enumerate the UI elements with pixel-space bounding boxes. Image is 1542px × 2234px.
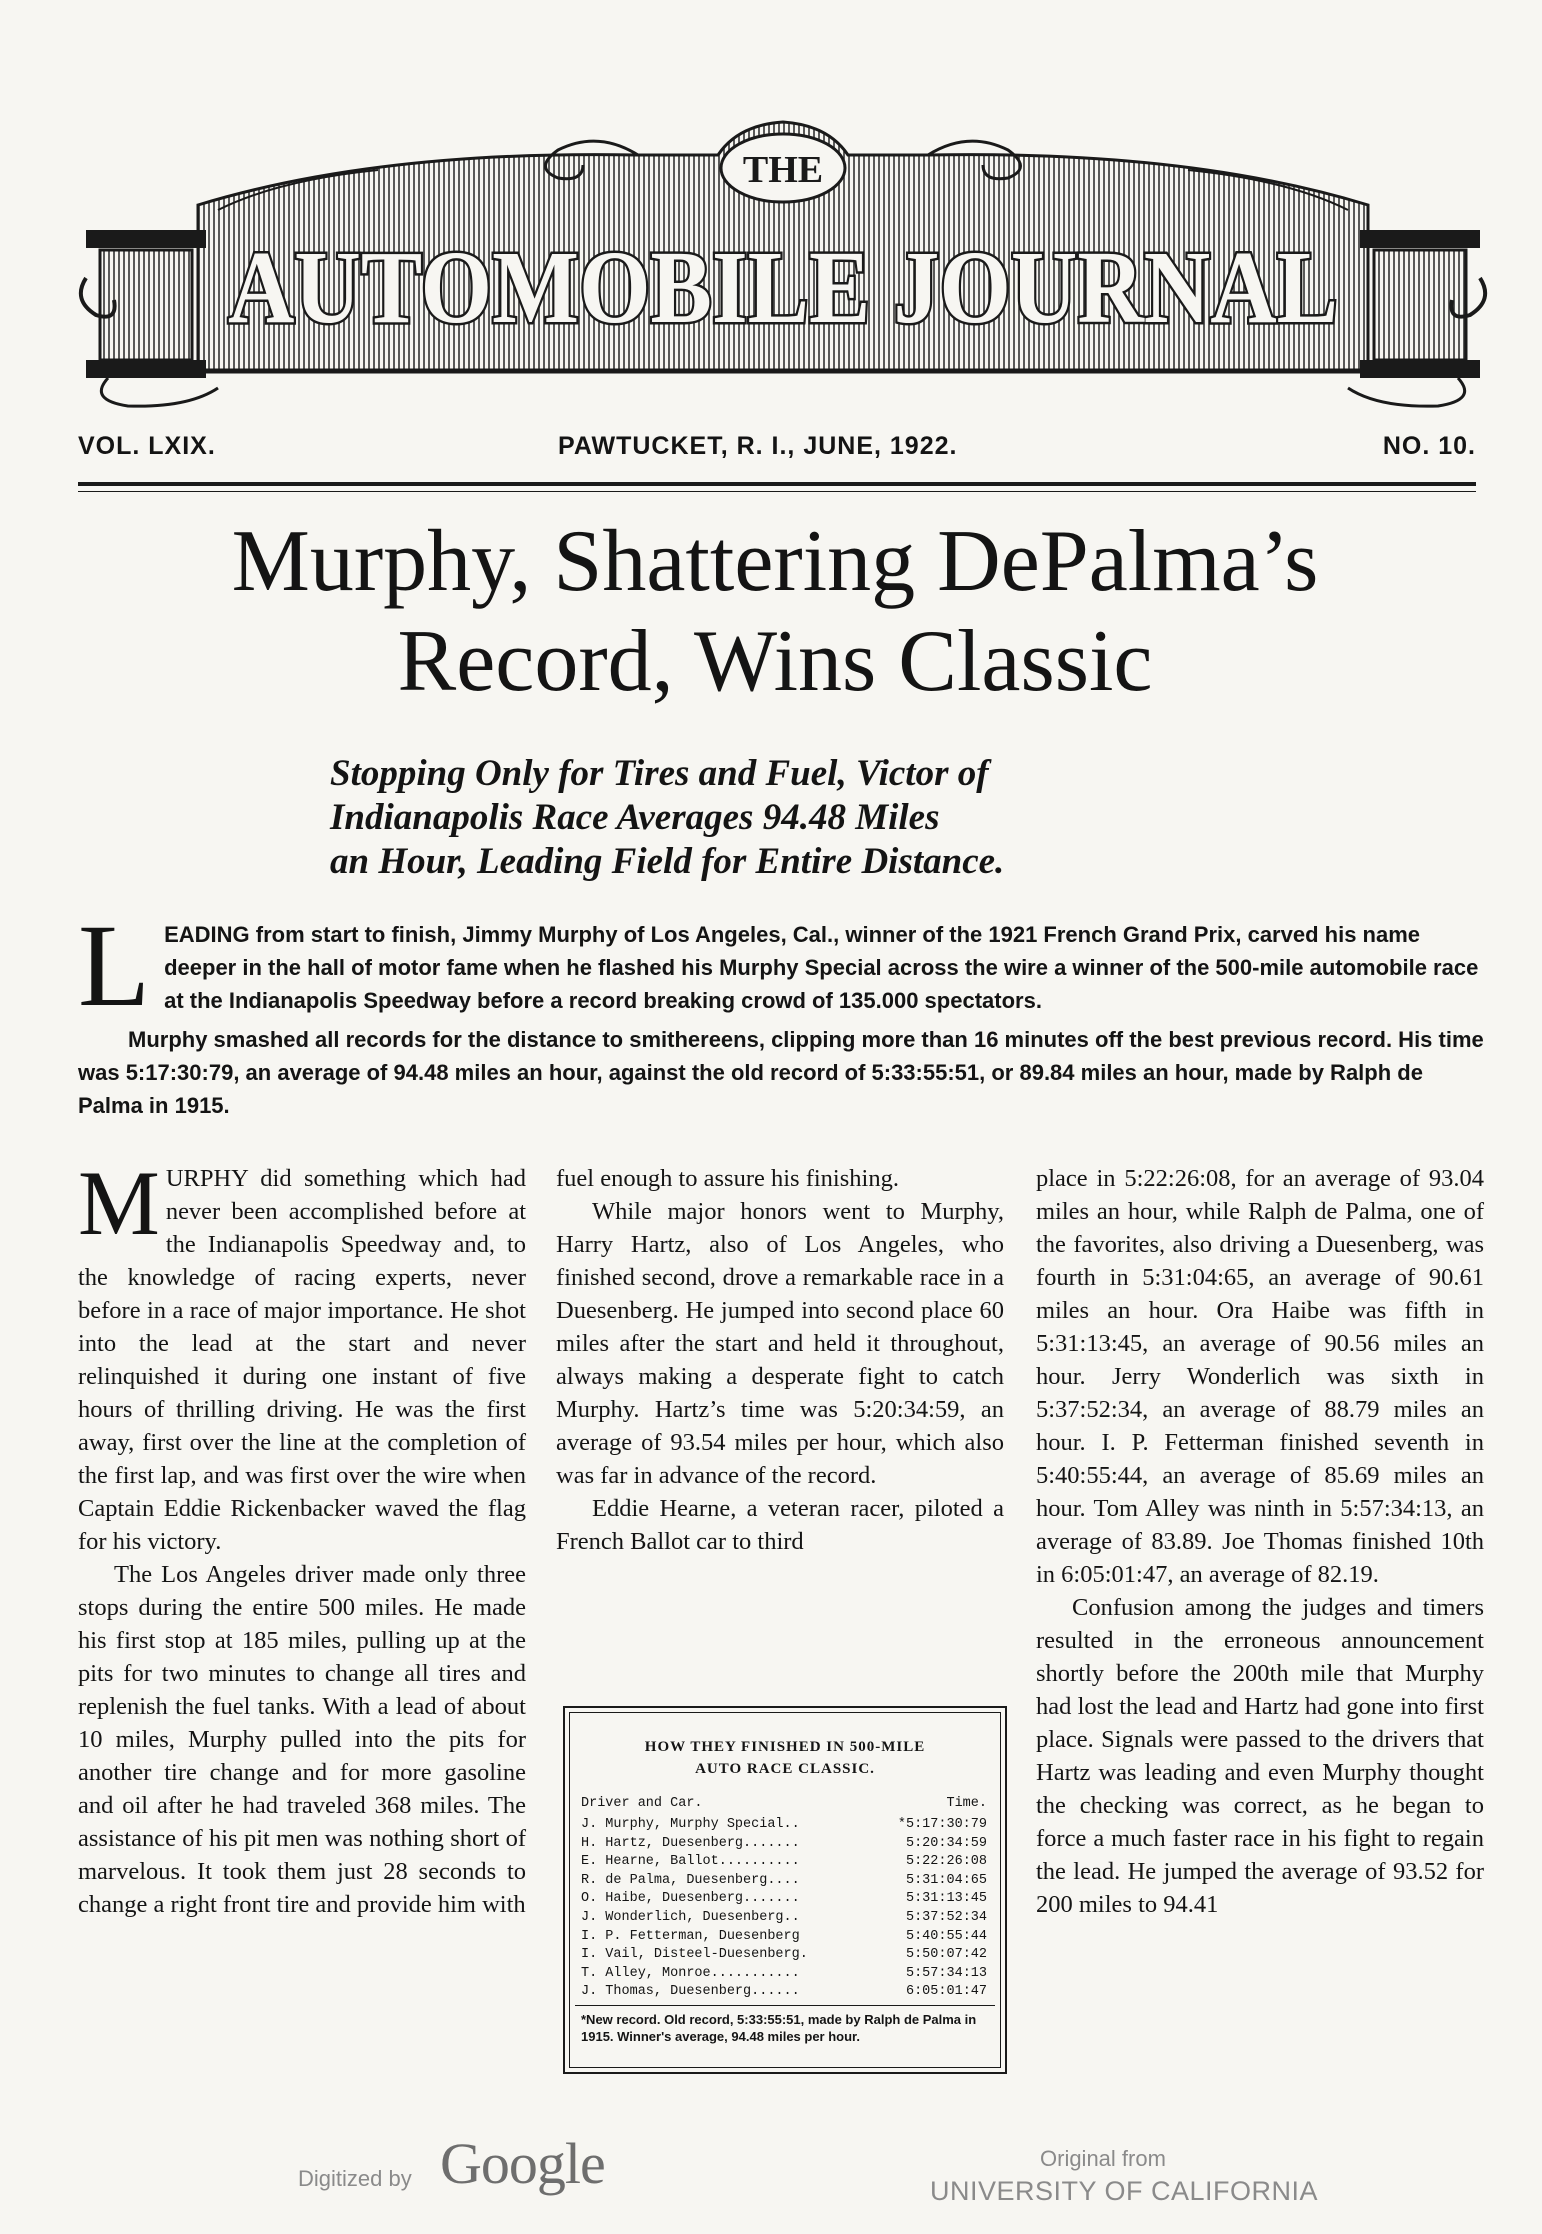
result-driver: R. de Palma, Duesenberg.... bbox=[581, 1872, 800, 1888]
result-time: *5:17:30:79 bbox=[897, 1817, 987, 1832]
lead-paragraph-2: Murphy smashed all records for the distance to smithereens, clipping more than 16 minutes off the best previous record. His time was 5:17:30:79, an average of 94.48 miles an hour, against the old record of 5:33:55:51, or 89.84 miles an hour, made by Ralph de Palma in 1915. bbox=[78, 1027, 1484, 1118]
masthead bbox=[78, 110, 1488, 410]
column-2-paragraph-1: fuel enough to assure his finishing. bbox=[556, 1165, 899, 1192]
results-separator bbox=[575, 2005, 995, 2006]
column-2-paragraph-2: While major honors went to Murphy, Harry Hartz, also of Los Angeles, who finished second, drove a remarkable race in a Duesenberg. He jumped into second place 60 miles after the start and held it throughout, always making a desperate fight to catch Murphy. Hartz’s time was 5:20:34:59, an average of 93.54 miles per hour, which also was far in advance of the record. bbox=[556, 1198, 1004, 1489]
dateline bbox=[78, 432, 1476, 472]
divider-thin bbox=[78, 491, 1476, 492]
subhead-line-1: Stopping Only for Tires and Fuel, Victor of bbox=[330, 753, 989, 794]
column-1-paragraph-1-text: URPHY did something which had never been accomplished before at the Indianapolis Speedway and, to the knowledge of racing experts, never before in a race of major importance. He shot into the lead at the start and never relinquished it during one instant of five hours of thrilling driving. He was the first away, first over the line at the completion of the first lap, and was first over the wire when Captain Eddie Rickenbacker waved the flag for his victory. bbox=[78, 1165, 526, 1555]
table-row bbox=[581, 1872, 987, 1891]
result-time: 5:57:34:13 bbox=[905, 1965, 987, 1981]
table-row bbox=[581, 1890, 987, 1909]
result-time: 5:31:04:65 bbox=[905, 1872, 987, 1888]
lead-dropcap: L bbox=[78, 900, 151, 1031]
original-from-label: Original from bbox=[1040, 2146, 1166, 2171]
table-row bbox=[581, 1965, 987, 1984]
lead-paragraph-1 bbox=[78, 900, 1486, 1031]
result-time: 5:31:13:45 bbox=[905, 1891, 987, 1907]
results-title bbox=[565, 1736, 1005, 1780]
lead-section bbox=[78, 900, 1486, 1122]
article-column-1 bbox=[78, 1152, 526, 1921]
volume-label: VOL. LXIX. bbox=[78, 432, 216, 460]
table-row bbox=[581, 1853, 987, 1872]
table-row bbox=[581, 1909, 987, 1928]
results-note: *New record. Old record, 5:33:55:51, made by Ralph de Palma in 1915. Winner's average, 94.48 miles per hour. bbox=[581, 2012, 977, 2044]
column-1-paragraph-1 bbox=[78, 1152, 526, 1558]
result-driver: O. Haibe, Duesenberg....... bbox=[581, 1891, 800, 1907]
column-3-paragraph-2: Confusion among the judges and timers resulted in the erroneous announcement shortly before the 200th mile that Murphy had lost the lead and Hartz had gone into first place. Signals were passed to the drivers that Hartz was leading and even Murphy thought the checking was correct, as he began to force a much faster race in his fight to regain the lead. He jumped the average of 93.52 for 200 miles to 94.41 bbox=[1036, 1594, 1484, 1918]
header-time: Time. bbox=[946, 1796, 987, 1811]
place-date: PAWTUCKET, R. I., JUNE, 1922. bbox=[558, 432, 958, 460]
result-time: 5:37:52:34 bbox=[905, 1909, 987, 1925]
result-driver: J. Murphy, Murphy Special.. bbox=[581, 1817, 800, 1832]
results-header bbox=[581, 1796, 987, 1811]
result-driver: I. P. Fetterman, Duesenberg bbox=[581, 1928, 800, 1944]
divider-thick bbox=[78, 482, 1476, 486]
results-table bbox=[563, 1706, 1007, 2074]
table-row bbox=[581, 1928, 987, 1947]
subhead-line-2: Indianapolis Race Averages 94.48 Miles bbox=[330, 797, 940, 838]
result-driver: T. Alley, Monroe........... bbox=[581, 1965, 800, 1981]
result-driver: J. Wonderlich, Duesenberg.. bbox=[581, 1909, 800, 1925]
table-row bbox=[581, 1816, 987, 1835]
table-row bbox=[581, 1835, 987, 1854]
headline-line-1: Murphy, Shattering DePalma’s bbox=[231, 513, 1319, 610]
column-1-paragraph-2: The Los Angeles driver made only three stops during the entire 500 miles. He made his first stop at 185 miles, pulling up at the pits for two minutes to change all tires and replenish the fuel tanks. With a lead of about 10 miles, Murphy pulled into the pits for another tire change and for more gasoline and oil after he had traveled 368 miles. The assistance of his pit men was nothing short of marvelous. It took them just 28 seconds to change a right front tire and provide him with bbox=[78, 1561, 526, 1918]
column-dropcap: M bbox=[78, 1152, 160, 1254]
subheadline bbox=[330, 752, 1230, 884]
result-driver: H. Hartz, Duesenberg....... bbox=[581, 1835, 800, 1851]
column-3-paragraph-1: place in 5:22:26:08, for an average of 93.04 miles an hour, while Ralph de Palma, one of the favorites, also driving a Duesenberg, was fourth in 5:31:04:65, an average of 90.61 miles an hour. Ora Haibe was fifth in 5:31:13:45, an average of 90.56 miles an hour. Jerry Wonderlich was sixth in 5:37:52:34, an average of 88.79 miles an hour. I. P. Fetterman finished seventh in 5:40:55:44, an average of 85.69 miles an hour. Tom Alley was ninth in 5:57:34:13, an average of 83.89. Joe Thomas finished 10th in 6:05:01:47, an average of 82.19. bbox=[1036, 1165, 1484, 1588]
header-driver: Driver and Car. bbox=[581, 1796, 703, 1811]
masthead-logo bbox=[78, 110, 1488, 410]
masthead-title: AUTOMOBILE JOURNAL bbox=[228, 230, 1338, 345]
university-label: UNIVERSITY OF CALIFORNIA bbox=[930, 2176, 1319, 2206]
table-row bbox=[581, 1946, 987, 1965]
result-time: 5:40:55:44 bbox=[905, 1928, 987, 1944]
results-rows bbox=[581, 1816, 987, 2002]
subhead-line-3: an Hour, Leading Field for Entire Distance. bbox=[330, 841, 1005, 882]
result-time: 5:50:07:42 bbox=[905, 1947, 987, 1963]
result-time: 6:05:01:47 bbox=[905, 1984, 987, 2000]
article-column-3 bbox=[1036, 1162, 1484, 1921]
headline bbox=[60, 512, 1490, 712]
issue-number: NO. 10. bbox=[1382, 432, 1476, 460]
result-driver: J. Thomas, Duesenberg...... bbox=[581, 1984, 800, 2000]
results-title-line-1: HOW THEY FINISHED IN 500-MILE bbox=[644, 1739, 926, 1755]
table-row bbox=[581, 1983, 987, 2002]
google-logo: Google bbox=[440, 2131, 605, 2196]
headline-line-2: Record, Wins Classic bbox=[397, 613, 1153, 710]
results-title-line-2: AUTO RACE CLASSIC. bbox=[695, 1761, 875, 1777]
result-driver: I. Vail, Disteel-Duesenberg. bbox=[581, 1947, 808, 1963]
result-driver: E. Hearne, Ballot.......... bbox=[581, 1854, 800, 1870]
article-column-2 bbox=[556, 1162, 1004, 1558]
result-time: 5:22:26:08 bbox=[905, 1854, 987, 1870]
result-time: 5:20:34:59 bbox=[905, 1835, 987, 1851]
digitized-by-label: Digitized by bbox=[298, 2166, 412, 2191]
masthead-the: THE bbox=[742, 149, 824, 191]
column-2-paragraph-3: Eddie Hearne, a veteran racer, piloted a French Ballot car to third bbox=[556, 1495, 1004, 1555]
lead-paragraph-1-text: EADING from start to finish, Jimmy Murphy of Los Angeles, Cal., winner of the 1921 French Grand Prix, carved his name deeper in the hall of motor fame when he flashed his Murphy Special across the wire a winner of the 500-mile automobile race at the Indianapolis Speedway before a record breaking crowd of 135.000 spectators. bbox=[164, 922, 1479, 1013]
